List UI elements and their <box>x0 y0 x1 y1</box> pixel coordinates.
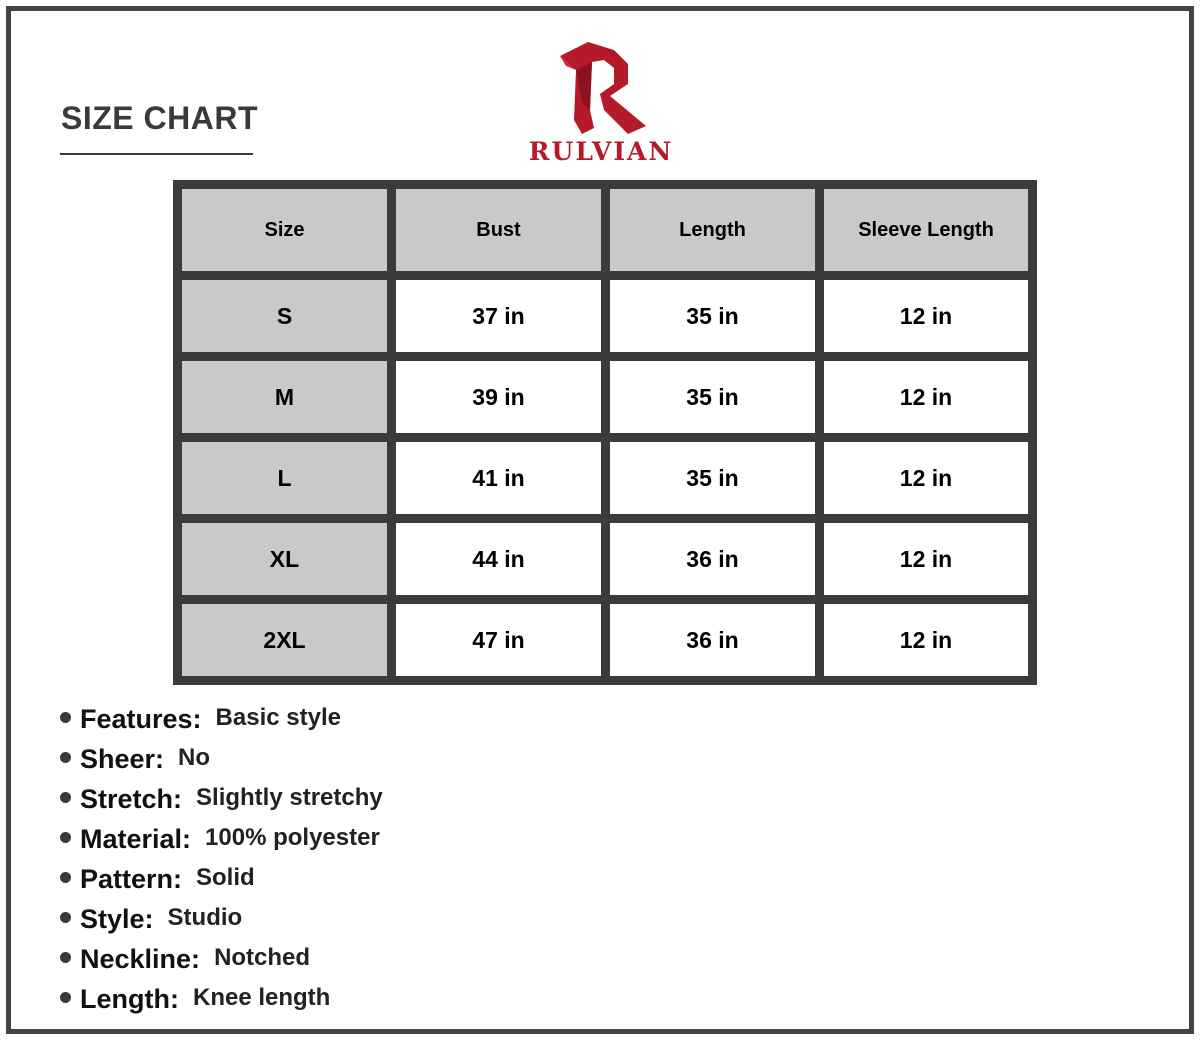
bullet-icon <box>60 952 71 963</box>
size-table <box>173 180 1037 685</box>
title-underline <box>60 153 253 155</box>
list-item-sheer <box>60 744 383 784</box>
feature-label: Length: <box>80 984 179 1014</box>
feature-value: Notched <box>214 944 311 971</box>
bust-cell: 41 in <box>396 442 601 514</box>
table-row <box>182 361 1028 433</box>
bust-cell: 39 in <box>396 361 601 433</box>
feature-value: Knee length <box>192 984 331 1011</box>
feature-label: Material: <box>80 824 192 854</box>
column-header-sleeve-length: Sleeve Length <box>824 189 1028 271</box>
table-row <box>182 280 1028 352</box>
bullet-icon <box>60 872 71 883</box>
feature-label: Features: <box>80 704 202 734</box>
list-item-length <box>60 984 383 1024</box>
feature-value: Solid <box>196 864 255 891</box>
bust-cell: 37 in <box>396 280 601 352</box>
bullet-icon <box>60 832 71 843</box>
length-cell: 35 in <box>610 280 815 352</box>
bullet-icon <box>60 752 71 763</box>
size-cell: 2XL <box>182 604 387 676</box>
list-item-stretch <box>60 784 383 824</box>
list-item-features <box>60 704 383 744</box>
sleeve-length-cell: 12 in <box>824 442 1028 514</box>
list-item-pattern <box>60 864 383 904</box>
bullet-icon <box>60 912 71 923</box>
bullet-icon <box>60 712 71 723</box>
feature-label: Style: <box>80 904 154 934</box>
feature-value: Slightly stretchy <box>196 784 383 811</box>
list-item-neckline <box>60 944 383 984</box>
sleeve-length-cell: 12 in <box>824 523 1028 595</box>
table-header-row <box>182 189 1028 271</box>
length-cell: 36 in <box>610 604 815 676</box>
sleeve-length-cell: 12 in <box>824 361 1028 433</box>
bullet-icon <box>60 992 71 1003</box>
feature-list <box>60 704 383 1024</box>
size-cell: L <box>182 442 387 514</box>
feature-label: Stretch: <box>80 784 183 814</box>
bullet-icon <box>60 792 71 803</box>
column-header-bust: Bust <box>396 189 601 271</box>
column-header-length: Length <box>610 189 815 271</box>
feature-label: Pattern: <box>80 864 183 894</box>
table-row <box>182 523 1028 595</box>
brand-logo <box>520 40 682 166</box>
size-cell: M <box>182 361 387 433</box>
rulvian-r-logo-icon <box>556 40 646 134</box>
bust-cell: 47 in <box>396 604 601 676</box>
feature-value: Basic style <box>215 704 341 731</box>
page-title: SIZE CHART <box>61 100 258 136</box>
list-item-style <box>60 904 383 944</box>
feature-value: No <box>178 744 211 771</box>
length-cell: 35 in <box>610 442 815 514</box>
brand-name: RULVIAN <box>528 137 674 166</box>
sleeve-length-cell: 12 in <box>824 604 1028 676</box>
table-row <box>182 604 1028 676</box>
table-row <box>182 442 1028 514</box>
column-header-size: Size <box>182 189 387 271</box>
size-cell: S <box>182 280 387 352</box>
feature-label: Sheer: <box>80 744 165 774</box>
feature-value: Studio <box>167 904 243 931</box>
sleeve-length-cell: 12 in <box>824 280 1028 352</box>
size-cell: XL <box>182 523 387 595</box>
length-cell: 35 in <box>610 361 815 433</box>
list-item-material <box>60 824 383 864</box>
length-cell: 36 in <box>610 523 815 595</box>
bust-cell: 44 in <box>396 523 601 595</box>
feature-value: 100% polyester <box>205 824 380 851</box>
feature-label: Neckline: <box>80 944 201 974</box>
